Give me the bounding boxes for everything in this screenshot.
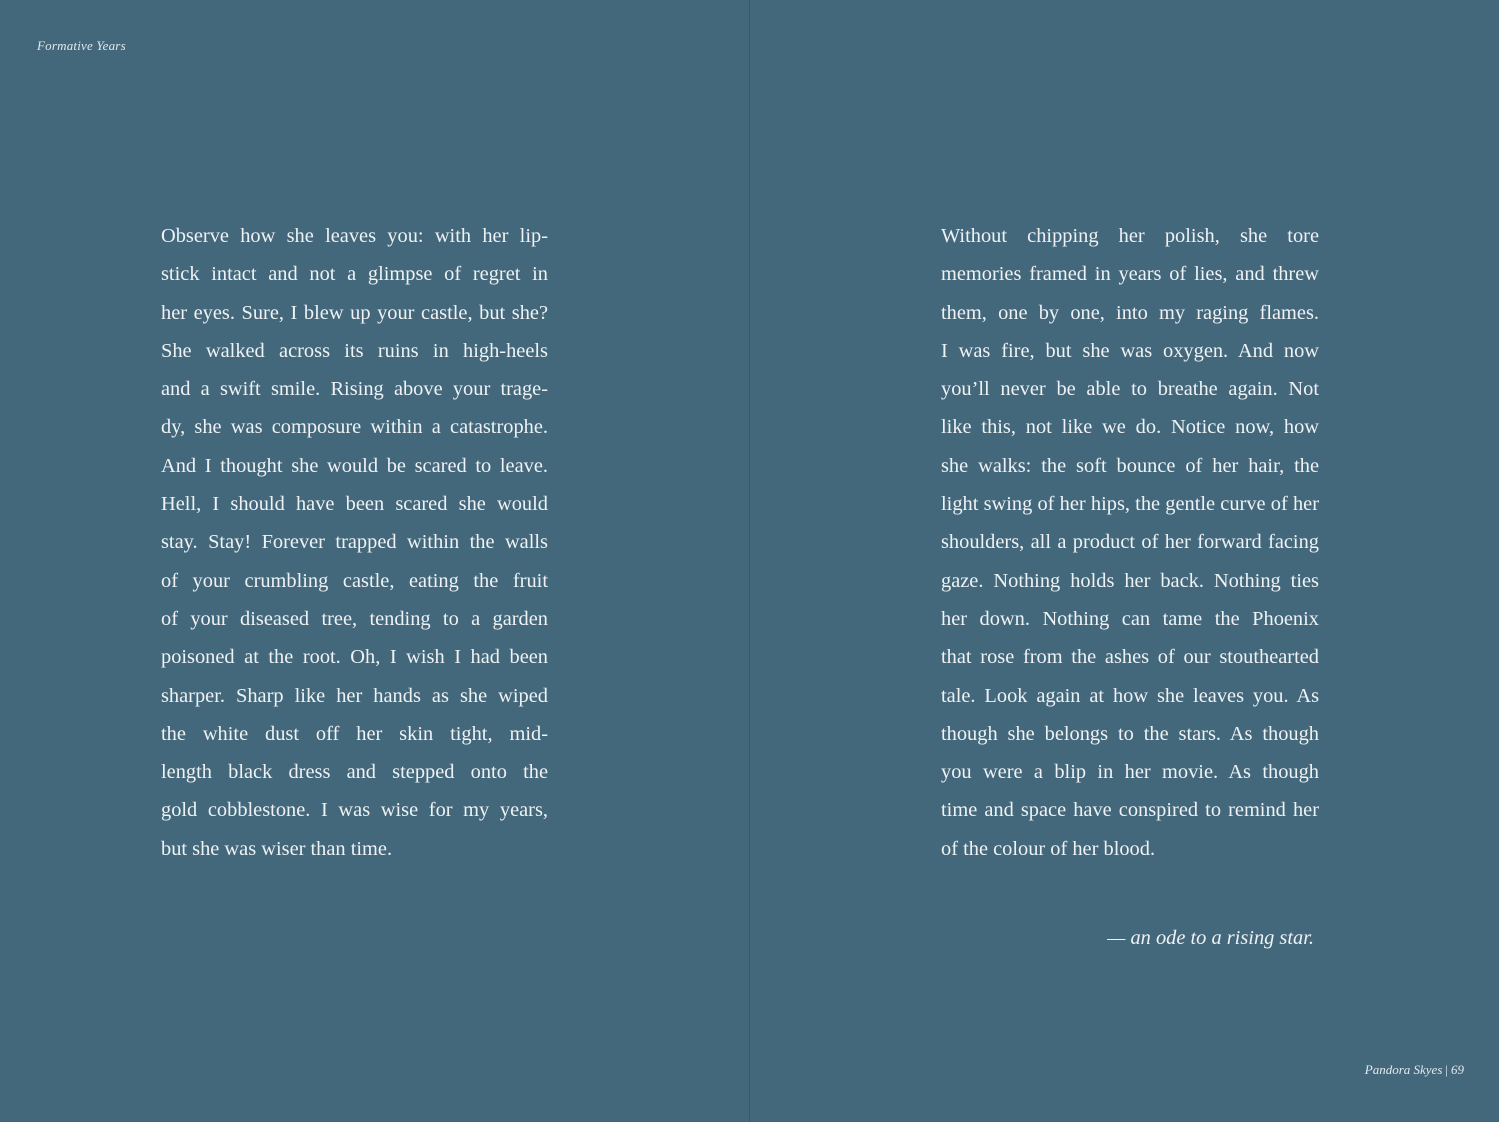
- text-line: poisoned at the root. Oh, I wish I had been: [161, 646, 548, 669]
- text-line: of the colour of her blood.: [941, 837, 1156, 860]
- text-line: Without chipping her polish, she tore: [941, 225, 1319, 247]
- text-line: though she belongs to the stars. As though: [941, 722, 1319, 745]
- right-page-text: [941, 217, 1319, 868]
- text-line: memories framed in years of lies, and threw: [941, 263, 1319, 286]
- text-line: gaze. Nothing holds her back. Nothing ties: [941, 569, 1319, 592]
- text-line: She walked across its ruins in high-heels: [161, 339, 548, 362]
- text-line: stick intact and not a glimpse of regret in: [161, 263, 548, 286]
- right-paragraph: [941, 217, 1319, 868]
- text-line: her eyes. Sure, I blew up your castle, but she?: [161, 301, 548, 324]
- text-line: like this, not like we do. Notice now, how: [941, 416, 1319, 439]
- text-line: Observe how she leaves you: with her lip-: [161, 225, 548, 247]
- running-title: Formative Years: [37, 38, 126, 53]
- author-name: Pandora Skyes: [1364, 1062, 1443, 1077]
- text-line: that rose from the ashes of our stouthearted: [941, 646, 1319, 669]
- text-line: time and space have conspired to remind her: [941, 799, 1319, 822]
- text-line: tale. Look again at how she leaves you. As: [941, 684, 1319, 707]
- text-line: I was fire, but she was oxygen. And now: [941, 339, 1319, 362]
- left-page-text: [161, 217, 548, 868]
- text-line: you’ll never be able to breathe again. Not: [941, 378, 1319, 401]
- signoff: — an ode to a rising star.: [1107, 927, 1314, 949]
- text-line: of your diseased tree, tending to a garden: [161, 607, 548, 630]
- text-line: but she was wiser than time.: [161, 837, 393, 860]
- text-line: sharper. Sharp like her hands as she wiped: [161, 684, 548, 707]
- folio-separator: |: [1445, 1062, 1448, 1077]
- text-line: she walks: the soft bounce of her hair, the: [941, 454, 1319, 477]
- page-number: 69: [1451, 1062, 1464, 1077]
- text-line: her down. Nothing can tame the Phoenix: [941, 607, 1319, 630]
- text-line: shoulders, all a product of her forward facing: [941, 531, 1319, 554]
- text-line: them, one by one, into my raging flames.: [941, 301, 1319, 324]
- text-line: stay. Stay! Forever trapped within the walls: [161, 531, 548, 554]
- text-line: And I thought she would be scared to leave.: [161, 454, 548, 477]
- page-folio: [1365, 1062, 1464, 1078]
- text-line: length black dress and stepped onto the: [161, 761, 548, 784]
- text-line: dy, she was composure within a catastrophe.: [161, 416, 548, 439]
- text-line: you were a blip in her movie. As though: [941, 761, 1319, 784]
- text-line: light swing of her hips, the gentle curve of her: [941, 493, 1319, 516]
- text-line: of your crumbling castle, eating the fruit: [161, 569, 548, 592]
- text-line: the white dust off her skin tight, mid-: [161, 722, 548, 745]
- text-line: gold cobblestone. I was wise for my years,: [161, 799, 548, 822]
- page-gutter: [749, 0, 750, 1122]
- left-paragraph: [161, 217, 548, 868]
- text-line: and a swift smile. Rising above your trage-: [161, 378, 548, 401]
- text-line: Hell, I should have been scared she would: [161, 493, 548, 516]
